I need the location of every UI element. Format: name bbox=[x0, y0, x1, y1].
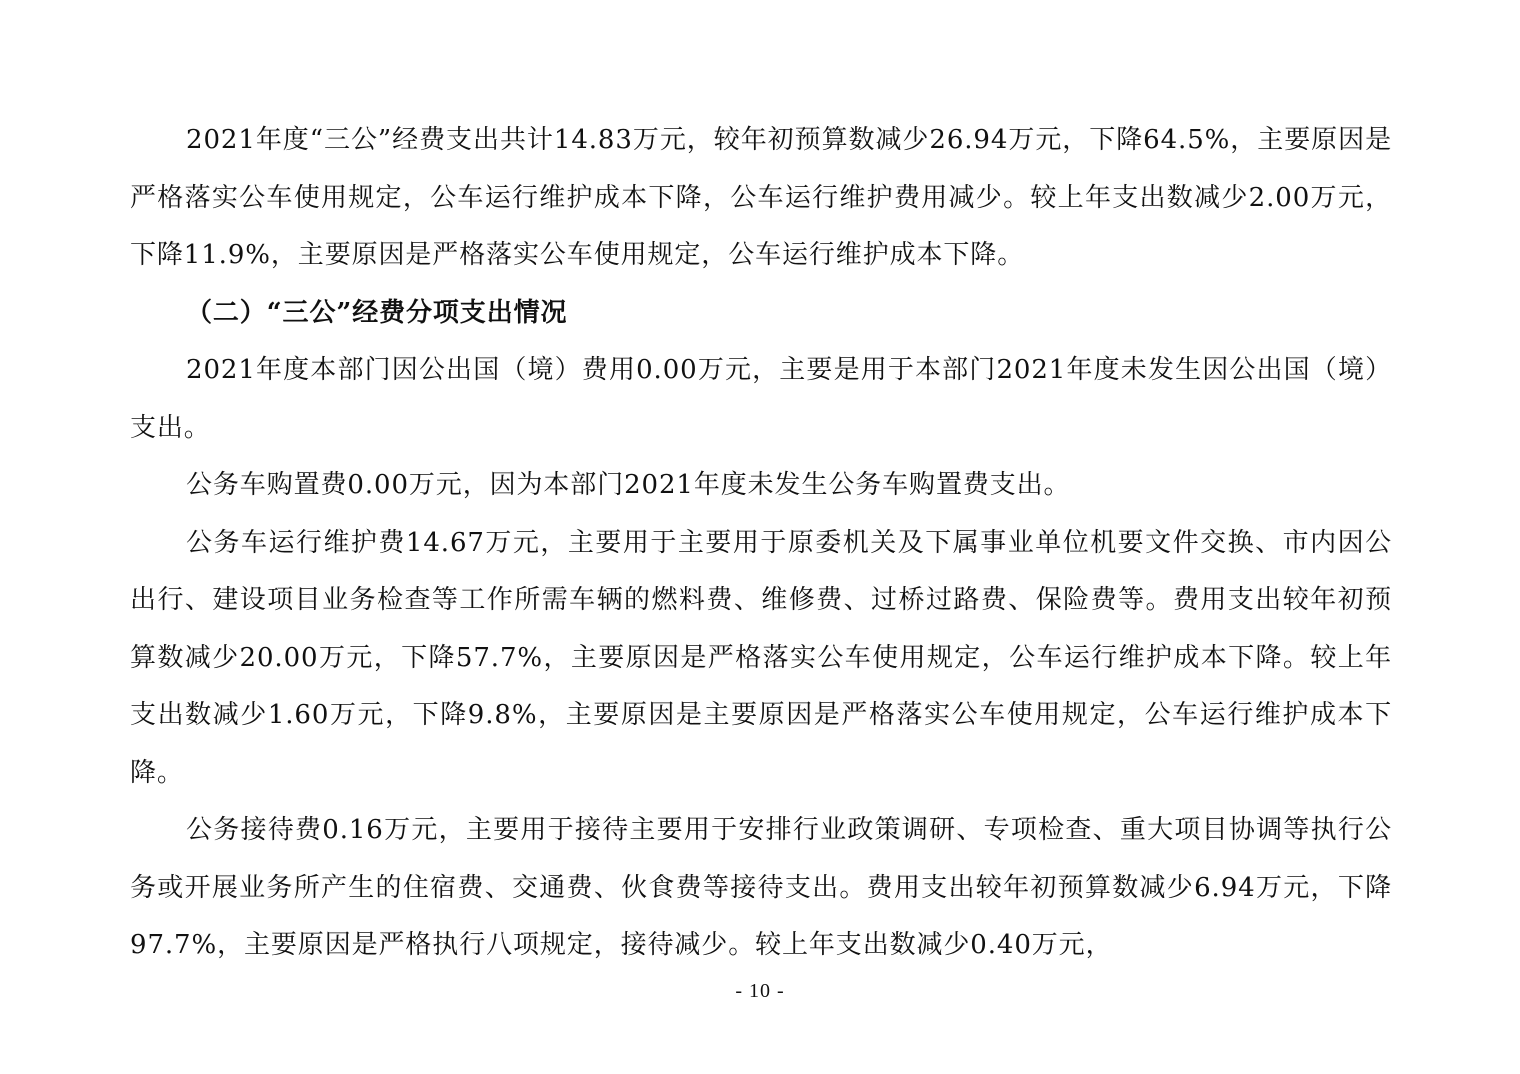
section-heading-itemized: （二）“三公”经费分项支出情况 bbox=[186, 297, 568, 328]
page-number: - 10 - bbox=[735, 980, 785, 1002]
paragraph-vehicle-purchase: 公务车购置费0.00万元，因为本部门2021年度未发生公务车购置费支出。 bbox=[186, 470, 1071, 500]
paragraph-vehicle-operation: 公务车运行维护费14.67万元，主要用于主要用于原委机关及下属事业单位机要文件交换、市内因公出行、建设项目业务检查等工作所需车辆的燃料费、维修费、过桥过路费、保险费等。费用支出较年初预算数减少20.00万元，下降57.7%，主要原因是严格落实公车使用规定，公车运行维护成本下降。较上年支出数减少1.60万元，下降9.8%，主要原因是主要原因是严格落实公车使用规定，公车运行维护成本下降。 bbox=[130, 527, 1392, 788]
paragraph-overseas-travel: 2021年度本部门因公出国（境）费用0.00万元，主要是用于本部门2021年度未发生因公出国（境）支出。 bbox=[130, 355, 1392, 443]
document-body bbox=[130, 112, 1392, 975]
paragraph-reception: 公务接待费0.16万元，主要用于接待主要用于安排行业政策调研、专项检查、重大项目协调等执行公务或开展业务所产生的住宿费、交通费、伙食费等接待支出。费用支出较年初预算数减少6.94万元，下降97.7%，主要原因是严格执行八项规定，接待减少。较上年支出数减少0.40万元， bbox=[130, 815, 1392, 960]
paragraph-overall-spending: 2021年度“三公”经费支出共计14.83万元，较年初预算数减少26.94万元，下降64.5%，主要原因是严格落实公车使用规定，公车运行维护成本下降，公车运行维护费用减少。较上年支出数减少2.00万元，下降11.9%，主要原因是严格落实公车使用规定，公车运行维护成本下降。 bbox=[130, 125, 1392, 270]
